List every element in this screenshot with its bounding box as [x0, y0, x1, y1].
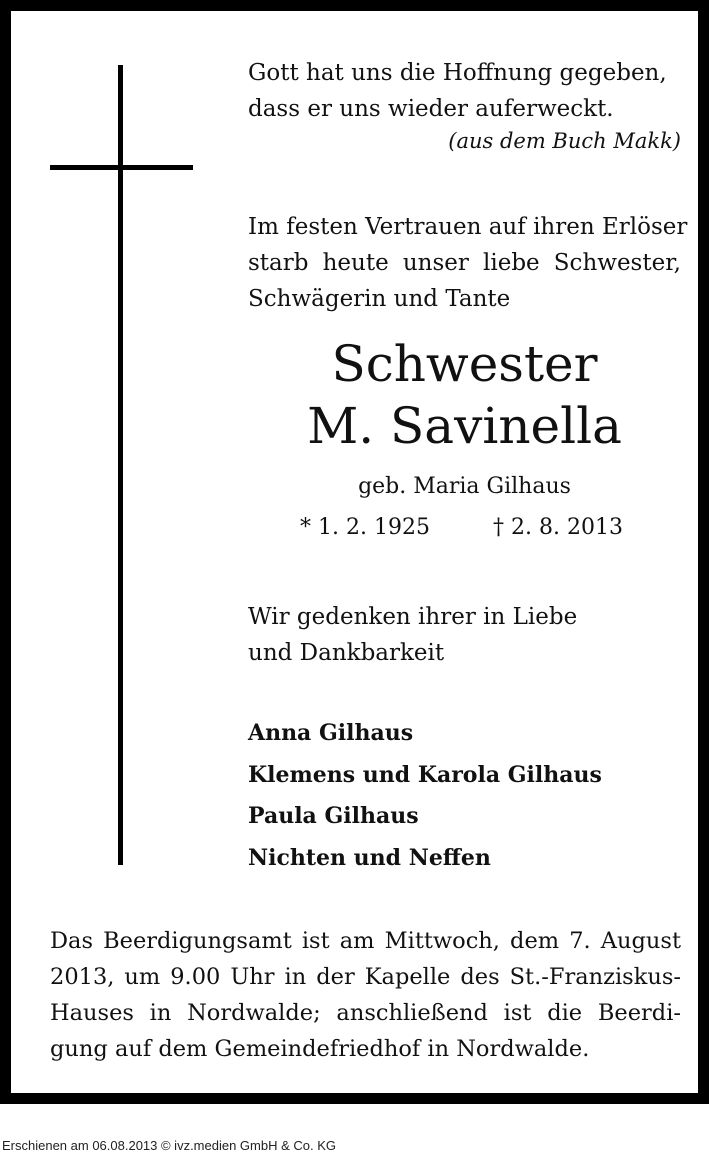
memory-line: und Dankbarkeit [248, 640, 445, 666]
funeral-line: 2013, um 9.00 Uhr in der Kapelle des St.-Franziskus- [50, 964, 681, 990]
memory-line: Wir gedenken ihrer in Liebe [248, 604, 578, 630]
intro-line: Im festen Vertrauen auf ihren Erlöser [248, 214, 688, 240]
verse-line: dass er uns wieder auferweckt. [248, 96, 614, 122]
mourners-list [248, 713, 602, 879]
deceased-name [248, 333, 681, 457]
mourner-name: Klemens und Karola Gilhaus [248, 761, 602, 788]
death-date: † 2. 8. 2013 [493, 515, 623, 540]
funeral-line: Hauses in Nordwalde; anschließend ist die Beerdi- [50, 1000, 681, 1026]
intro-text [248, 209, 688, 317]
funeral-line: gung auf dem Gemeindefriedhof in Nordwalde. [50, 1036, 590, 1062]
funeral-line: Das Beerdigungsamt ist am Mittwoch, dem 7. August [50, 928, 681, 954]
mourner-name: Paula Gilhaus [248, 803, 419, 829]
intro-line: starb heute unser liebe Schwester, [248, 250, 681, 276]
memory-text [248, 599, 681, 671]
verse-line: Gott hat uns die Hoffnung gegeben, [248, 60, 667, 86]
publication-credit: Erschienen am 06.08.2013 © ivz.medien GmbH & Co. KG [2, 1138, 337, 1153]
cross-symbol [118, 65, 123, 865]
intro-line: Schwägerin und Tante [248, 286, 511, 312]
bible-verse [248, 55, 681, 155]
birth-name: geb. Maria Gilhaus [358, 474, 571, 499]
mourner-name: Anna Gilhaus [248, 720, 414, 746]
funeral-details [50, 923, 681, 1067]
deceased-title: Schwester [331, 335, 598, 393]
deceased-religious-name: M. Savinella [307, 397, 622, 455]
verse-reference: (aus dem Buch Makk) [448, 129, 681, 153]
mourner-name: Nichten und Neffen [248, 844, 491, 871]
cross-crossbar [50, 165, 193, 170]
life-dates [248, 511, 681, 545]
birth-date: * 1. 2. 1925 [300, 515, 430, 540]
